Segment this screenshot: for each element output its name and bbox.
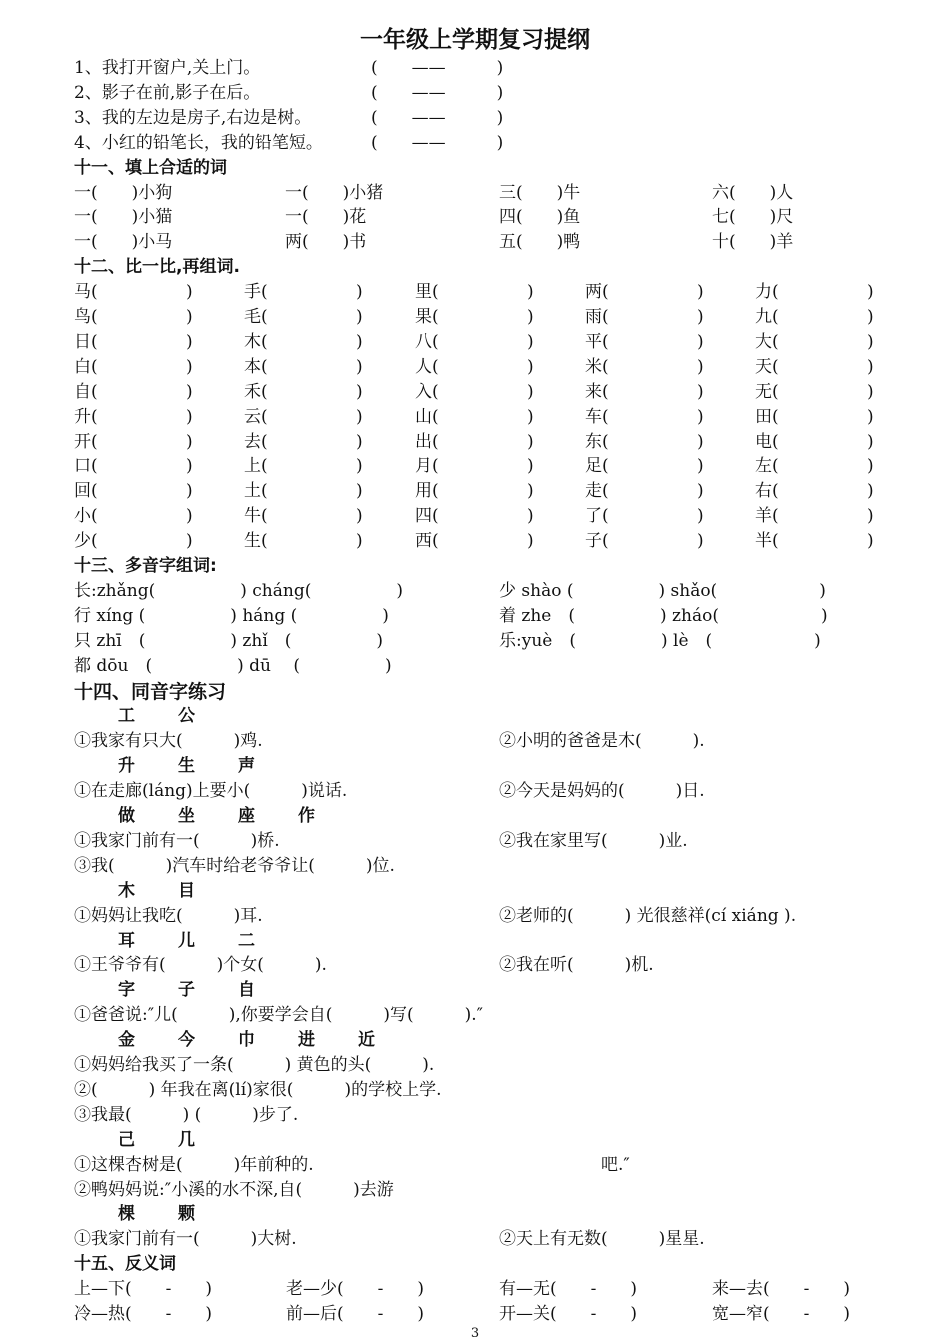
compare-char: 入 (415, 381, 432, 402)
paren-open: ( (602, 456, 609, 477)
paren-close: ) (186, 356, 193, 377)
compare-char: 升 (74, 406, 91, 427)
paren-close: ) (867, 431, 874, 452)
paren-open: ( (432, 356, 439, 377)
compare-char: 平 (585, 331, 602, 352)
compare-char: 半 (755, 531, 772, 552)
compare-char: 左 (755, 456, 772, 477)
compare-char: 子 (585, 531, 602, 552)
paren-close: ) (527, 531, 534, 552)
homophone-char: 作 (298, 806, 315, 826)
paren-close: ) (697, 481, 704, 502)
measure-word-item: 一( )小狗 (74, 182, 173, 203)
homophone-char: 几 (178, 1129, 195, 1150)
paren-close: ) (697, 282, 704, 303)
compare-char: 里 (415, 282, 432, 303)
section-heading-11: 十一、填上合适的词 (74, 157, 227, 178)
compare-char: 雨 (585, 307, 602, 327)
compare-char: 足 (585, 456, 602, 477)
compare-char: 右 (755, 481, 772, 502)
homophone-char: 儿 (178, 930, 195, 951)
item-text: 2、影子在前,影子在后。 (74, 82, 261, 103)
homophone-char: 自 (238, 980, 255, 1001)
homophone-sentence: ①妈妈让我吃( )耳. (74, 905, 263, 926)
compare-char: 电 (755, 431, 772, 452)
compare-char: 九 (755, 307, 772, 327)
homophone-char: 巾 (238, 1030, 255, 1051)
antonym-item: 前—后( - ) (286, 1304, 425, 1324)
paren-open: ( (432, 431, 439, 452)
homophone-char: 坐 (178, 806, 195, 826)
compare-char: 山 (415, 406, 432, 427)
antonym-item: 来—去( - ) (712, 1279, 851, 1300)
paren-open: ( (772, 406, 779, 427)
homophone-char: 近 (358, 1030, 375, 1051)
measure-word-item: 一( )小猫 (74, 207, 173, 228)
compare-char: 西 (415, 531, 432, 552)
homophone-sentence: ①这棵杏树是( )年前种的. (74, 1154, 314, 1175)
compare-char: 用 (415, 481, 432, 502)
paren-close: ) (697, 431, 704, 452)
paren-open: ( (772, 456, 779, 477)
compare-char: 羊 (755, 506, 772, 527)
polyphone-item: 乐:yuè ( ) lè ( ) (499, 630, 821, 651)
homophone-char: 金 (118, 1030, 135, 1051)
paren-close: ) (867, 282, 874, 303)
measure-word-item: 一( )小猪 (285, 182, 384, 203)
polyphone-item: 行 xíng ( ) háng ( ) (74, 605, 389, 626)
paren-open: ( (261, 456, 268, 477)
paren-close: ) (697, 381, 704, 402)
paren-close: ) (527, 481, 534, 502)
paren-open: ( (432, 406, 439, 427)
homophone-char: 目 (178, 880, 195, 901)
paren-close: ) (867, 331, 874, 352)
paren-open: ( (91, 506, 98, 527)
paren-close: ) (186, 307, 193, 327)
measure-word-item: 一( )花 (285, 207, 367, 228)
measure-word-item: 三( )牛 (499, 182, 581, 203)
paren-open: ( (772, 356, 779, 377)
homophone-char: 字 (118, 980, 135, 1001)
paren-open: ( (261, 307, 268, 327)
paren-close: ) (867, 356, 874, 377)
paren-open: ( (261, 406, 268, 427)
paren-open: ( (432, 456, 439, 477)
compare-char: 四 (415, 506, 432, 527)
paren-open: ( (91, 282, 98, 303)
paren-open: ( (261, 356, 268, 377)
paren-open: ( (261, 506, 268, 527)
homophone-char: 座 (238, 806, 255, 826)
compare-char: 禾 (244, 381, 261, 402)
paren-open: ( (772, 506, 779, 527)
polyphone-item: 都 dōu ( ) dū ( ) (74, 655, 392, 676)
page-number: 3 (470, 1326, 480, 1341)
compare-char: 云 (244, 406, 261, 427)
paren-open: ( (602, 381, 609, 402)
paren-close: ) (527, 356, 534, 377)
homophone-sentence: ②老师的( ) 光很慈祥(cí xiáng ). (499, 905, 797, 926)
paren-close: ) (867, 531, 874, 552)
measure-word-item: 四( )鱼 (499, 207, 581, 228)
paren-open: ( (91, 456, 98, 477)
compare-char: 毛 (244, 307, 261, 327)
paren-close: ) (356, 431, 363, 452)
compare-char: 上 (244, 456, 261, 477)
compare-char: 天 (755, 356, 772, 377)
paren-open: ( (91, 307, 98, 327)
section-heading-14: 十四、同音字练习 (74, 680, 227, 703)
item-text: 3、我的左边是房子,右边是树。 (74, 107, 312, 128)
homophone-sentence: ②鸭妈妈说:″小溪的水不深,自( )去游 (74, 1179, 394, 1200)
homophone-char: 升 (118, 756, 135, 777)
paren-close: ) (186, 531, 193, 552)
compare-char: 去 (244, 431, 261, 452)
paren-open: ( (91, 331, 98, 352)
paren-open: ( (602, 531, 609, 552)
compare-char: 无 (755, 381, 772, 402)
paren-close: ) (186, 506, 193, 527)
homophone-sentence: ②天上有无数( )星星. (499, 1229, 705, 1250)
measure-word-item: 六( )人 (712, 182, 794, 203)
homophone-char: 声 (238, 756, 255, 777)
measure-word-item: 七( )尺 (712, 207, 794, 228)
compare-char: 力 (755, 282, 772, 303)
paren-open: ( (261, 381, 268, 402)
homophone-char: 木 (118, 880, 135, 901)
polyphone-item: 只 zhī ( ) zhǐ ( ) (74, 630, 384, 651)
compare-char: 牛 (244, 506, 261, 527)
compare-char: 两 (585, 282, 602, 303)
homophone-sentence: ③我( )汽车时给老爷爷让( )位. (74, 855, 395, 876)
antonym-item: 宽—窄( - ) (712, 1304, 851, 1324)
compare-char: 马 (74, 282, 91, 303)
homophone-char: 耳 (118, 930, 135, 951)
paren-open: ( (91, 356, 98, 377)
paren-close: ) (527, 307, 534, 327)
paren-close: ) (356, 282, 363, 303)
paren-open: ( (602, 356, 609, 377)
measure-word-item: 五( )鸭 (499, 232, 581, 253)
antonym-item: 上—下( - ) (74, 1279, 213, 1300)
polyphone-item: 着 zhe ( ) zháo( ) (499, 605, 828, 626)
compare-char: 少 (74, 531, 91, 552)
paren-open: ( (261, 282, 268, 303)
homophone-char: 棵 (118, 1204, 135, 1225)
paren-open: ( (772, 531, 779, 552)
compare-char: 出 (415, 431, 432, 452)
homophone-sentence: ①爸爸说:″儿( ),你要学会自( )写( ).″ (74, 1005, 484, 1026)
compare-char: 生 (244, 531, 261, 552)
paren-close: ) (356, 506, 363, 527)
compare-char: 开 (74, 431, 91, 452)
compare-char: 本 (244, 356, 261, 377)
answer-blank: ( —— ) (371, 58, 504, 78)
paren-close: ) (356, 356, 363, 377)
paren-close: ) (356, 406, 363, 427)
compare-char: 来 (585, 381, 602, 402)
paren-open: ( (432, 307, 439, 327)
paren-close: ) (867, 406, 874, 427)
compare-char: 鸟 (74, 307, 91, 327)
paren-close: ) (527, 381, 534, 402)
polyphone-item: 长:zhǎng( ) cháng( ) (74, 580, 403, 601)
homophone-sentence: ②( ) 年我在离(lí)家很( )的学校上学. (74, 1079, 442, 1100)
homophone-char: 二 (238, 930, 255, 951)
item-text: 4、小红的铅笔长，我的铅笔短。 (74, 132, 323, 153)
homophone-sentence: ②我在听( )机. (499, 955, 654, 976)
homophone-sentence: ②我在家里写( )业. (499, 830, 688, 851)
antonym-item: 冷—热( - ) (74, 1304, 213, 1324)
homophone-sentence: ①我家有只大( )鸡. (74, 731, 263, 752)
paren-close: ) (697, 356, 704, 377)
paren-close: ) (527, 406, 534, 427)
paren-close: ) (356, 531, 363, 552)
section-heading-13: 十三、多音字组词: (74, 556, 217, 576)
paren-open: ( (432, 282, 439, 303)
measure-word-item: 两( )书 (285, 232, 367, 253)
paren-close: ) (186, 481, 193, 502)
paren-close: ) (186, 331, 193, 352)
paren-close: ) (867, 307, 874, 327)
compare-char: 米 (585, 356, 602, 377)
homophone-sentence: ②今天是妈妈的( )日. (499, 781, 705, 802)
homophone-sentence: ③我最( ) ( )步了. (74, 1104, 299, 1125)
homophone-sentence: ①我家门前有一( )桥. (74, 830, 280, 851)
paren-open: ( (91, 531, 98, 552)
paren-close: ) (186, 381, 193, 402)
polyphone-item: 少 shào ( ) shǎo( ) (499, 580, 826, 601)
measure-word-item: 十( )羊 (712, 232, 794, 253)
answer-blank: ( —— ) (371, 107, 504, 128)
paren-close: ) (527, 331, 534, 352)
paren-close: ) (867, 506, 874, 527)
paren-open: ( (772, 307, 779, 327)
compare-char: 回 (74, 481, 91, 502)
paren-open: ( (602, 431, 609, 452)
compare-char: 车 (585, 406, 602, 427)
paren-open: ( (432, 531, 439, 552)
homophone-char: 生 (178, 756, 195, 777)
paren-close: ) (527, 431, 534, 452)
answer-blank: ( —— ) (371, 132, 504, 153)
paren-open: ( (261, 331, 268, 352)
homophone-sentence: 吧.″ (499, 1154, 630, 1175)
paren-open: ( (602, 406, 609, 427)
paren-close: ) (356, 381, 363, 402)
paren-open: ( (91, 481, 98, 502)
homophone-sentence: ①妈妈给我买了一条( ) 黄色的头( ). (74, 1055, 435, 1075)
paren-close: ) (697, 456, 704, 477)
paren-open: ( (432, 331, 439, 352)
paren-open: ( (772, 381, 779, 402)
homophone-char: 颗 (178, 1204, 195, 1225)
paren-close: ) (356, 481, 363, 502)
compare-char: 了 (585, 506, 602, 527)
paren-close: ) (527, 282, 534, 303)
section-heading-12: 十二、比一比,再组词. (74, 257, 240, 278)
homophone-char: 进 (298, 1030, 315, 1051)
paren-open: ( (91, 406, 98, 427)
paren-close: ) (867, 481, 874, 502)
homophone-char: 子 (178, 980, 195, 1001)
paren-open: ( (772, 481, 779, 502)
compare-char: 八 (415, 331, 432, 352)
paren-open: ( (432, 506, 439, 527)
compare-char: 月 (415, 456, 432, 477)
paren-close: ) (697, 406, 704, 427)
paren-close: ) (356, 331, 363, 352)
paren-close: ) (186, 282, 193, 303)
paren-close: ) (867, 381, 874, 402)
paren-close: ) (697, 307, 704, 327)
antonym-item: 老—少( - ) (286, 1279, 425, 1300)
paren-open: ( (602, 307, 609, 327)
compare-char: 果 (415, 307, 432, 327)
compare-char: 东 (585, 431, 602, 452)
compare-char: 小 (74, 506, 91, 527)
compare-char: 口 (74, 456, 91, 477)
section-heading-15: 十五、反义词 (74, 1254, 176, 1275)
homophone-char: 工 (118, 706, 135, 727)
paren-open: ( (602, 506, 609, 527)
page-title: 一年级上学期复习提纲 (360, 27, 590, 53)
compare-char: 大 (755, 331, 772, 352)
homophone-sentence: ②小明的爸爸是木( ). (499, 731, 705, 752)
paren-open: ( (602, 481, 609, 502)
paren-close: ) (186, 456, 193, 477)
compare-char: 人 (415, 356, 432, 377)
paren-open: ( (261, 531, 268, 552)
compare-char: 自 (74, 381, 91, 402)
paren-open: ( (602, 282, 609, 303)
homophone-char: 做 (118, 806, 135, 826)
paren-open: ( (91, 381, 98, 402)
paren-close: ) (867, 456, 874, 477)
paren-close: ) (186, 431, 193, 452)
paren-open: ( (432, 381, 439, 402)
compare-char: 木 (244, 331, 261, 352)
paren-close: ) (356, 307, 363, 327)
paren-open: ( (261, 481, 268, 502)
paren-close: ) (697, 531, 704, 552)
answer-blank: ( —— ) (371, 82, 504, 103)
paren-close: ) (527, 456, 534, 477)
paren-open: ( (772, 331, 779, 352)
paren-close: ) (356, 456, 363, 477)
paren-open: ( (91, 431, 98, 452)
paren-close: ) (527, 506, 534, 527)
homophone-char: 己 (118, 1129, 135, 1150)
compare-char: 白 (74, 356, 91, 377)
compare-char: 日 (74, 331, 91, 352)
paren-close: ) (697, 331, 704, 352)
paren-open: ( (261, 431, 268, 452)
compare-char: 田 (755, 406, 772, 427)
measure-word-item: 一( )小马 (74, 232, 173, 253)
homophone-char: 公 (178, 706, 195, 727)
homophone-char: 今 (178, 1030, 195, 1051)
paren-open: ( (602, 331, 609, 352)
paren-close: ) (697, 506, 704, 527)
antonym-item: 有—无( - ) (499, 1279, 638, 1300)
homophone-sentence: ①我家门前有一( )大树. (74, 1229, 297, 1250)
antonym-item: 开—关( - ) (499, 1304, 638, 1324)
paren-open: ( (772, 282, 779, 303)
compare-char: 手 (244, 282, 261, 303)
compare-char: 走 (585, 481, 602, 502)
paren-open: ( (432, 481, 439, 502)
homophone-sentence: ①王爷爷有( )个女( ). (74, 955, 327, 976)
item-text: 1、我打开窗户,关上门。 (74, 58, 261, 78)
homophone-sentence: ①在走廊(láng)上要小( )说话. (74, 781, 348, 802)
paren-close: ) (186, 406, 193, 427)
compare-char: 土 (244, 481, 261, 502)
paren-open: ( (772, 431, 779, 452)
